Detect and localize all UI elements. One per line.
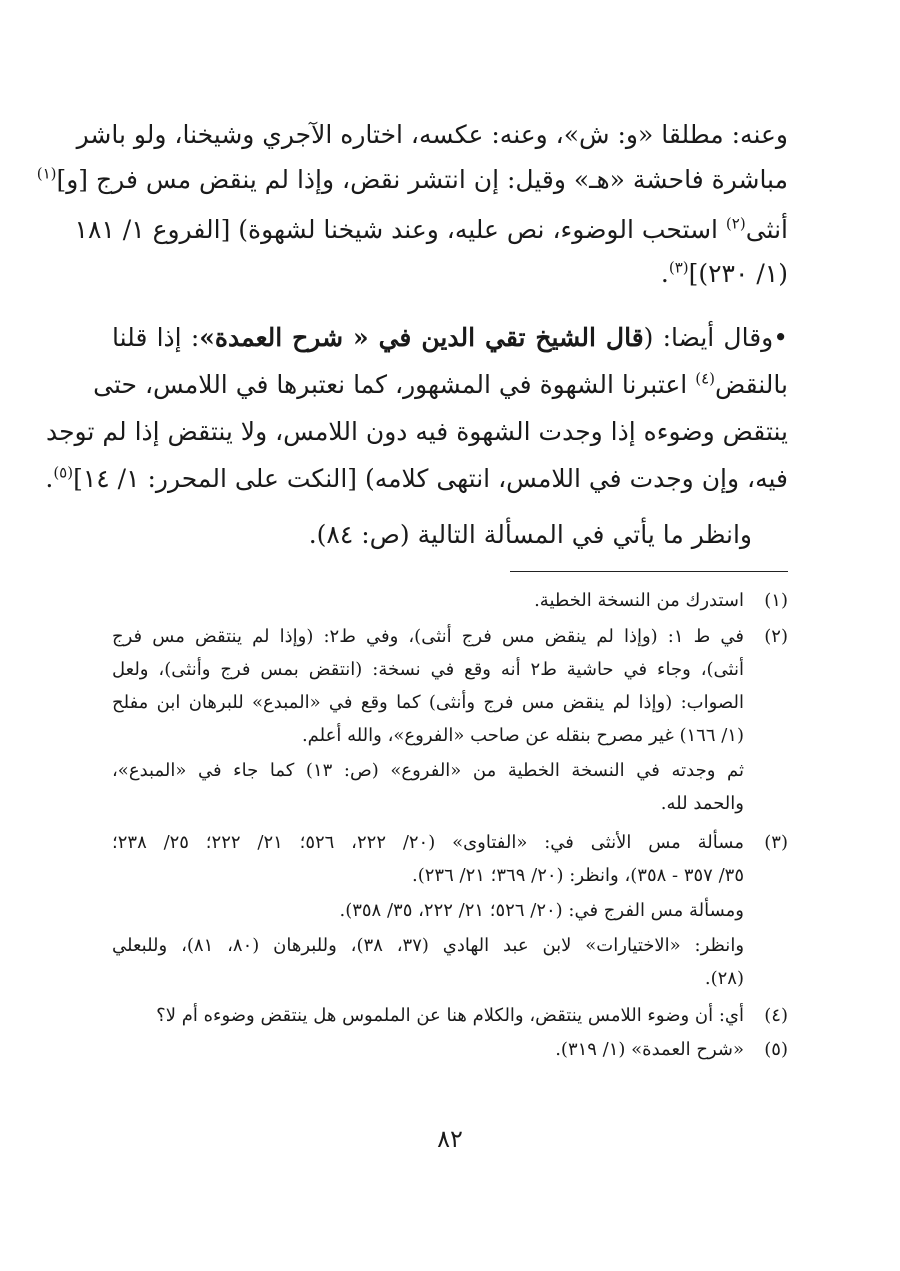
footnote-number: (٤)	[764, 1005, 788, 1026]
page-number: ٨٢	[437, 1125, 463, 1153]
paragraph-1-line-2	[36, 160, 788, 200]
text-segment: اعتبرنا الشهوة في المشهور، كما نعتبرها في اللامس، حتى	[93, 370, 696, 399]
text-segment: : إذا قلنا	[112, 323, 200, 352]
footnote-ref-4[interactable]: (٤)	[695, 369, 715, 388]
footnote-number: (٢)	[764, 626, 788, 647]
footnote-ref-2[interactable]: (٢)	[725, 214, 746, 233]
footnote-text: في ط ١: (وإذا لم ينقض مس فرج أنثى)، وفي ط٢: (وإذا لم ينتقض مس فرج	[112, 626, 744, 647]
text-segment: .	[660, 259, 669, 288]
text-segment: أنثى	[745, 215, 788, 244]
footnote-text: الصواب: (وإذا لم ينقض مس فرج وأنثى) كما وقع في «المبدع» للبرهان ابن مفلح	[112, 692, 744, 713]
footnote-text: ٣٥/ ٣٥٧ - ٣٥٨)، وانظر: (٢٠/ ٣٦٩؛ ٢١/ ٢٣٦).	[412, 865, 744, 886]
bold-citation: قال الشيخ تقي الدين في « شرح العمدة»	[199, 323, 644, 352]
footnote-number: (٥)	[764, 1039, 788, 1060]
text-segment: وعنه: مطلقا «و: ش»، وعنه: عكسه، اختاره الآجري وشيخنا، ولو باشر	[76, 120, 788, 149]
footnote-ref-5[interactable]: (٥)	[53, 463, 74, 482]
paragraph-1-line-4	[112, 254, 788, 294]
paragraph-3	[112, 515, 752, 555]
text-segment: بالنقض	[714, 370, 788, 399]
text-segment: استحب الوضوء، نص عليه، وعند شيخنا لشهوة) [الفروع ١/ ١٨١	[74, 215, 726, 244]
paragraph-2-line-3	[45, 412, 788, 452]
text-segment: ينتقض وضوءه إذا وجدت الشهوة فيه دون اللامس، ولا ينتقض إذا لم توجد	[45, 417, 788, 446]
footnote-text: ثم وجدته في النسخة الخطية من «الفروع» (ص: ١٣) كما جاء في «المبدع»،	[112, 760, 745, 781]
footnote-number: (٣)	[764, 832, 788, 853]
paragraph-2-line-1	[112, 318, 788, 358]
footnote-text: (٢٨).	[704, 968, 744, 989]
paragraph-1-line-1	[76, 115, 788, 155]
paragraph-1-line-3	[74, 210, 788, 250]
text-segment: .	[45, 464, 54, 493]
text-segment: مباشرة فاحشة «هـ» وقيل: إن انتشر نقض، وإذا لم ينقض مس فرج [و]	[56, 165, 788, 194]
footnote-text: وانظر: «الاختيارات» لابن عبد الهادي (٣٧، ٣٨)، وللبرهان (٨٠، ٨١)، وللبعلي	[112, 935, 745, 956]
footnote-text: ومسألة مس الفرج في: (٢٠/ ٥٢٦؛ ٢١/ ٢٢٢، ٣٥/ ٣٥٨).	[339, 900, 744, 921]
footnote-text: أنثى)، وجاء في حاشية ط٢ أنه وقع في نسخة: (انتقض بمس فرج وأنثى)، ولعل	[112, 659, 744, 680]
footnote-text: استدرك من النسخة الخطية.	[534, 590, 744, 611]
bullet: •	[773, 323, 788, 352]
text-segment: وقال أيضا: (	[643, 323, 774, 352]
text-segment: وانظر ما يأتي في المسألة التالية (ص: ٨٤).	[308, 520, 752, 549]
paragraph-2-line-2	[93, 365, 788, 405]
footnote-text: والحمد لله.	[660, 793, 744, 814]
paragraph-2-line-4	[45, 459, 788, 499]
text-segment: (١/ ٢٣٠)]	[688, 259, 788, 288]
footnote-text: (١/ ١٦٦) غير مصرح بنقله عن صاحب «الفروع»، والله أعلم.	[301, 725, 744, 746]
footnote-separator	[510, 571, 788, 572]
footnote-number: (١)	[764, 590, 788, 611]
footnote-ref-3[interactable]: (٣)	[668, 258, 689, 277]
footnote-ref-1[interactable]: (١)	[36, 164, 57, 183]
footnote-text: مسألة مس الأنثى في: «الفتاوى» (٢٠/ ٢٢٢، ٥٢٦؛ ٢١/ ٢٢٢؛ ٢٥/ ٢٣٨؛	[112, 832, 744, 853]
text-segment: فيه، وإن وجدت في اللامس، انتهى كلامه) [النكت على المحرر: ١/ ١٤]	[73, 464, 788, 493]
footnote-text: أي: أن وضوء اللامس ينتقض، والكلام هنا عن الملموس هل ينتقض وضوءه أم لا؟	[156, 1005, 744, 1026]
footnote-text: «شرح العمدة» (١/ ٣١٩).	[555, 1039, 744, 1060]
